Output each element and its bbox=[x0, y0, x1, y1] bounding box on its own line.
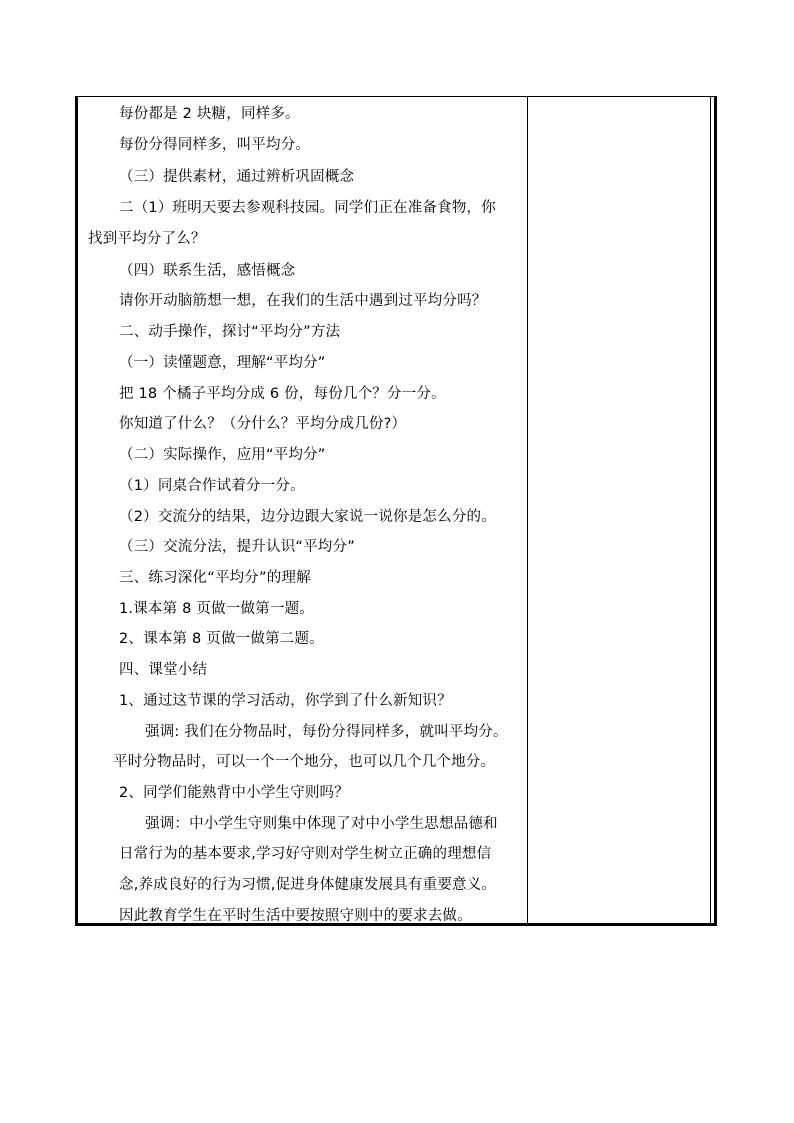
text-line: （三）交流分法，提升认识“平均分” bbox=[119, 539, 355, 555]
text-line: 1、通过这节课的学习活动，你学到了什么新知识？ bbox=[119, 693, 452, 709]
text-line: （二）实际操作，应用“平均分” bbox=[119, 447, 326, 463]
text-line: 四、课堂小结 bbox=[119, 662, 208, 678]
double-border-inner-line bbox=[710, 97, 711, 923]
text-line: （2）交流分的结果，边分边跟大家说一说你是怎么分的。 bbox=[119, 509, 496, 525]
text-line: （四）联系生活，感悟概念 bbox=[119, 263, 296, 279]
text-line: 1.课本第 8 页做一做第一题。 bbox=[119, 601, 314, 617]
text-line: 找到平均分了么？ bbox=[88, 231, 206, 247]
text-line: 2、同学们能熟背中小学生守则吗？ bbox=[119, 785, 349, 801]
text-line: 日常行为的基本要求,学习好守则对学生树立正确的理想信 bbox=[119, 846, 492, 862]
text-line: 2、课本第 8 页做一做第二题。 bbox=[119, 631, 324, 647]
text-line: 平时分物品时，可以一个一个地分，也可以几个几个地分。 bbox=[113, 754, 496, 770]
text-line: （三）提供素材，通过辨析巩固概念 bbox=[119, 169, 355, 185]
text-line: 请你开动脑筋想一想，在我们的生活中遇到过平均分吗？ bbox=[119, 293, 487, 309]
text-line: 每份都是 2 块糖，同样多。 bbox=[119, 106, 300, 122]
text-line: 二、动手操作，探讨“平均分”方法 bbox=[119, 324, 341, 340]
text-line: 二（1）班明天要去参观科技园。同学们正在准备食物，你 bbox=[119, 200, 496, 216]
column-divider bbox=[527, 97, 528, 923]
text-line: 因此教育学生在平时生活中要按照守则中的要求去做。 bbox=[119, 908, 472, 924]
text-line: 念,养成良好的行为习惯,促进身体健康发展具有重要意义。 bbox=[119, 877, 497, 893]
text-line: 把 18 个橘子平均分成 6 份，每份几个？分一分。 bbox=[119, 386, 446, 402]
text-line: 强调: 我们在分物品时，每份分得同样多，就叫平均分。 bbox=[145, 724, 508, 740]
lesson-table bbox=[75, 96, 717, 926]
text-line: 你知道了什么？（分什么？平均分成几份?） bbox=[119, 416, 407, 432]
text-line: 每份分得同样多，叫平均分。 bbox=[119, 137, 311, 153]
text-line: 强调：中小学生守则集中体现了对中小学生思想品德和 bbox=[145, 816, 498, 832]
text-line: （一）读懂题意，理解“平均分” bbox=[119, 355, 326, 371]
text-line: （1）同桌合作试着分一分。 bbox=[119, 478, 305, 494]
text-line: 三、练习深化“平均分”的理解 bbox=[119, 570, 311, 586]
